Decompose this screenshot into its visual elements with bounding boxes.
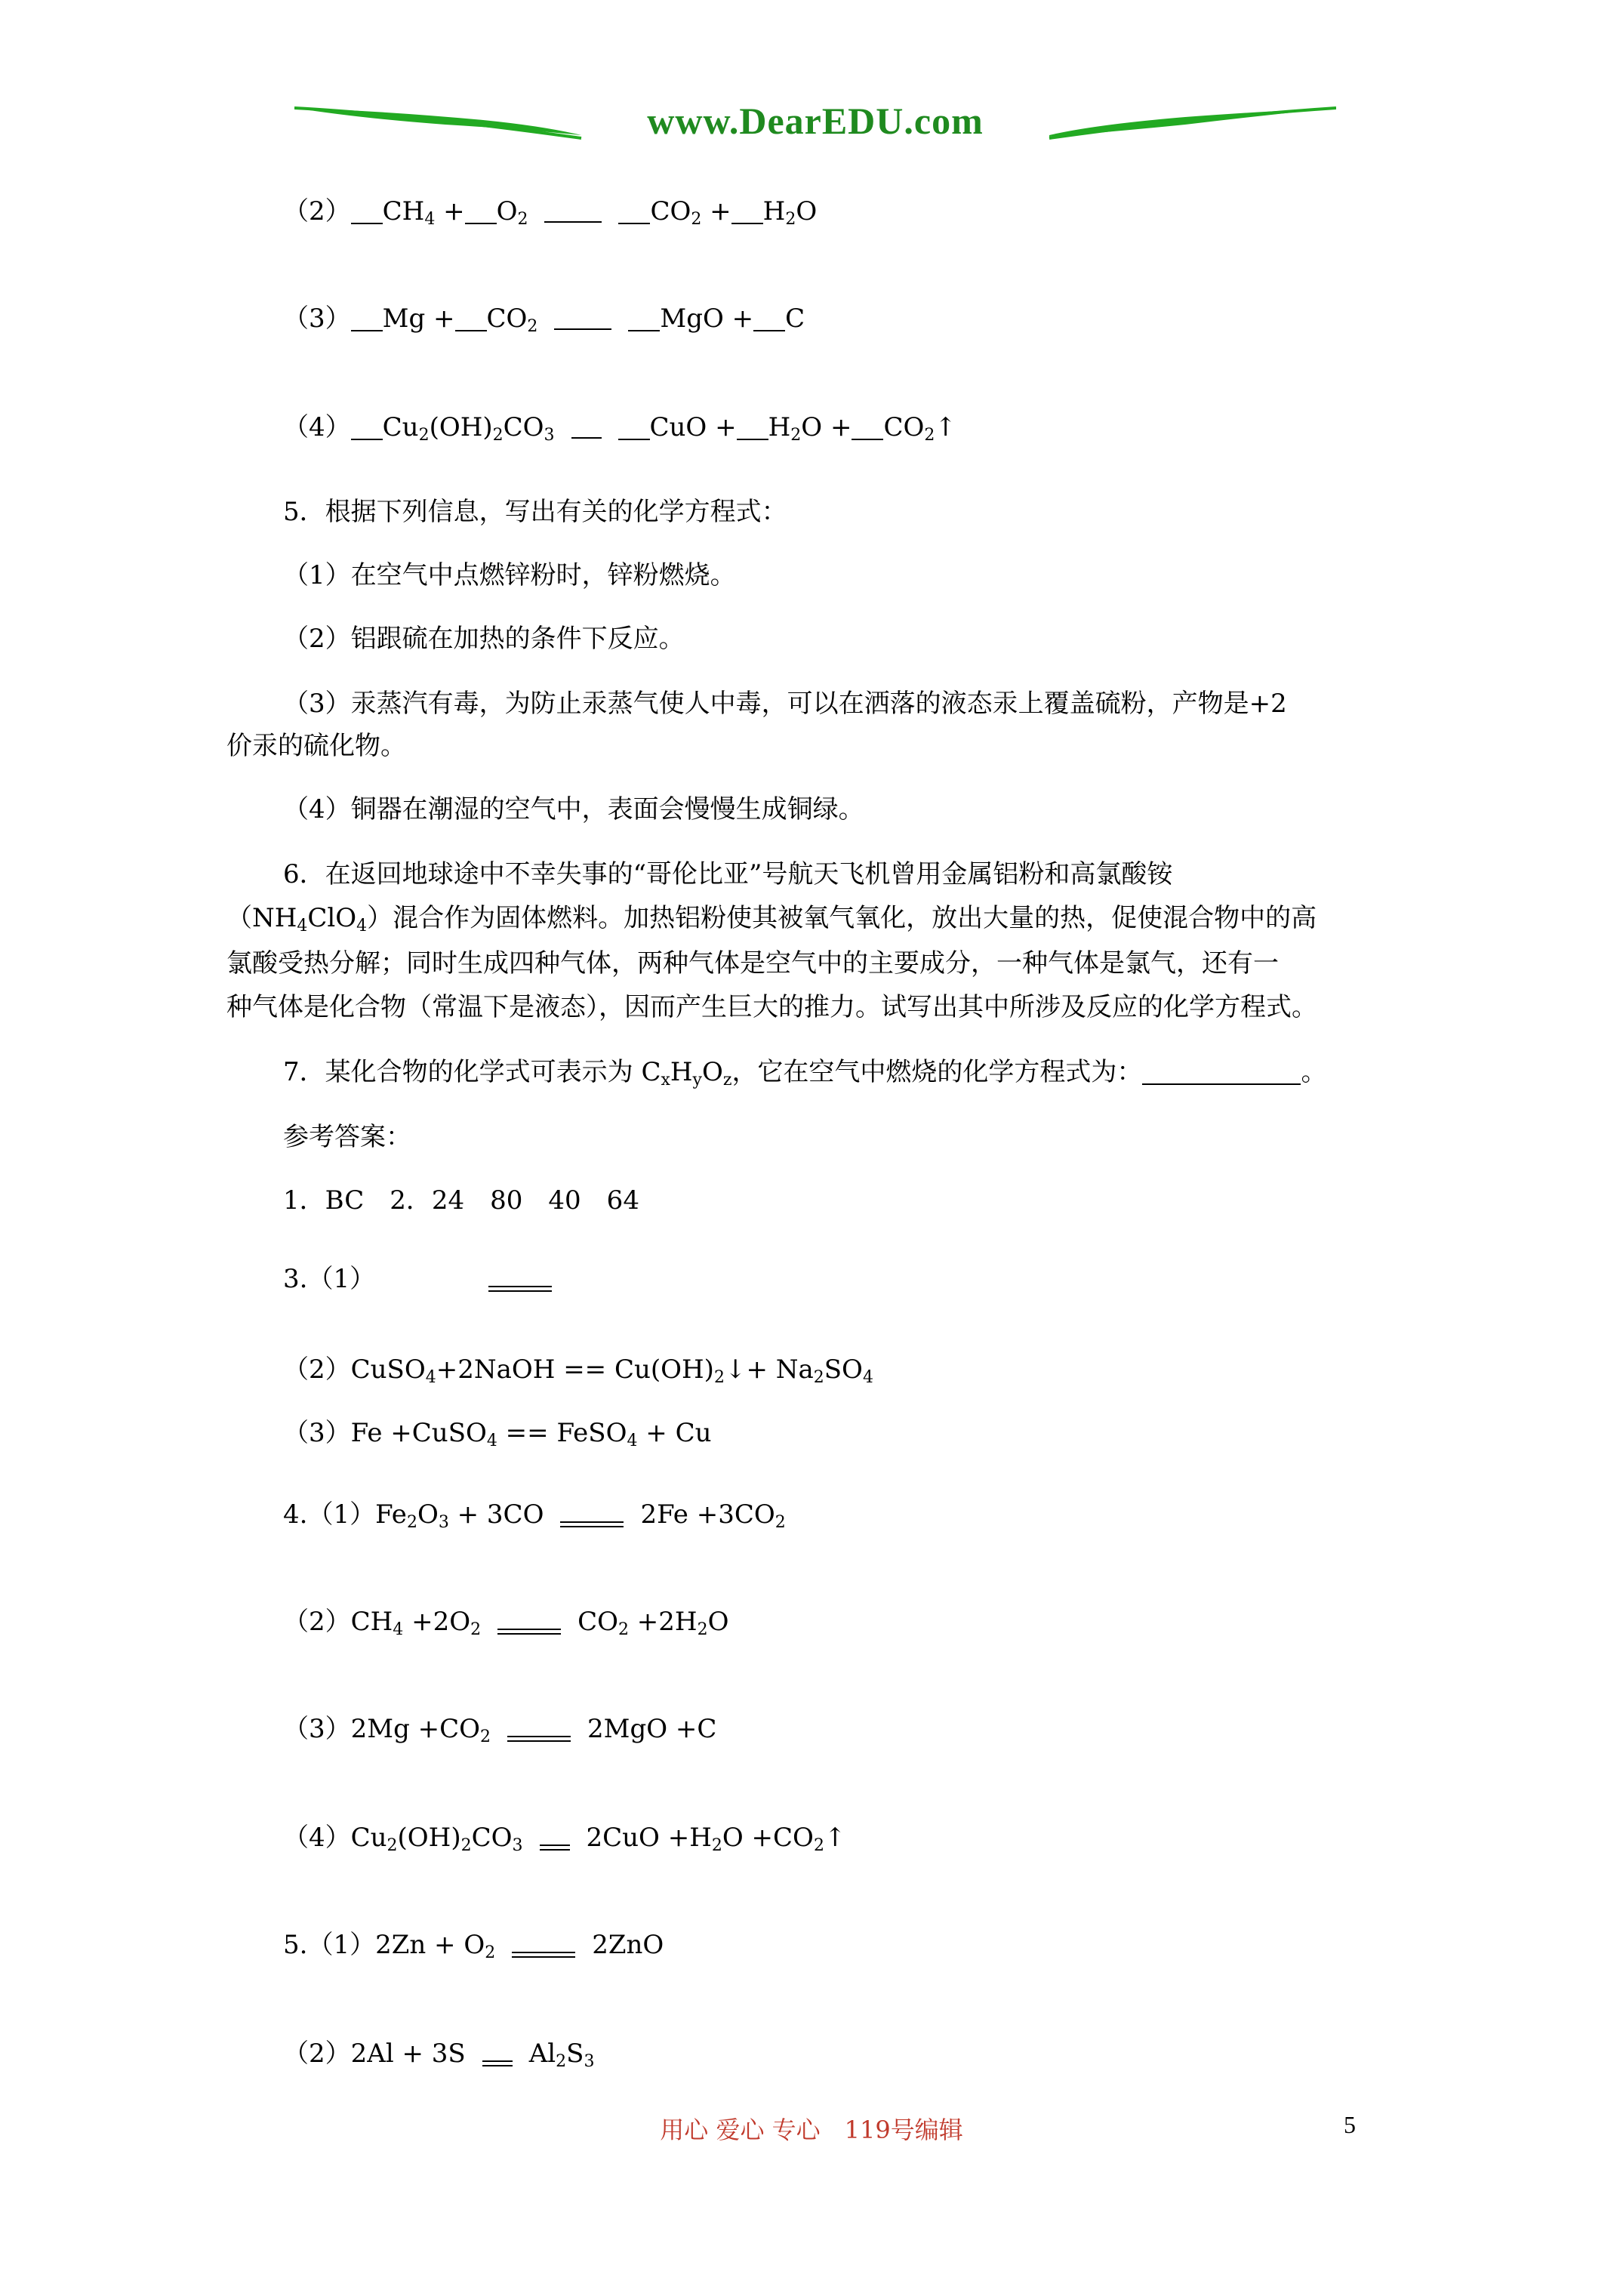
answer-blank bbox=[1142, 1059, 1301, 1085]
answer-3-3: （3）Fe +CuSO$_4$ == FeSO$_4$ + Cu bbox=[283, 1418, 712, 1450]
q4-line-3: （3） $Mg + CO_2$ MgO + C bbox=[283, 304, 805, 336]
q7-line: 7．某化合物的化学式可表示为 $C_xH_yO_z$，它在空气中燃烧的化学方程式为： 。 bbox=[283, 1057, 1327, 1089]
answer-4-4: $(4)Cu_2(OH)_2CO_3$ $2CuO +H_2O$ $+CO_2↑$ bbox=[283, 1823, 846, 1855]
q6-line-2: $(NH_4ClO_4)$混合作为固体燃料。加热铝粉使其被氧气氧化，放出大量的热，促使混合物中的高 bbox=[226, 903, 1317, 935]
page-number: 5 bbox=[1344, 2111, 1356, 2138]
q6-line-4: 种气体是化合物（常温下是液态），因而产生巨大的推力。试写出其中所涉及反应的化学方程式。 bbox=[226, 992, 1317, 1022]
q4-line-4: （4） $Cu_2(OH)_2CO_3$ CuO + $H_2O$ + $CO_2↑$ bbox=[283, 412, 956, 445]
q5-title: 5．根据下列信息，写出有关的化学方程式： bbox=[283, 497, 787, 527]
answer-4-1: $4.(1)Fe_2O_3 + 3CO$ $2Fe +3CO_2$ bbox=[283, 1499, 786, 1532]
q6-line-3: 氯酸受热分解；同时生成四种气体，两种气体是空气中的主要成分，一种气体是氯气，还有一 bbox=[226, 948, 1279, 978]
q6-line-1: 6．在返回地球途中不幸失事的“哥伦比亚”号航天飞机曾用金属铝粉和高氯酸铵 bbox=[283, 859, 1173, 889]
answer-1-2: 1．BC 2．24 80 40 64 bbox=[283, 1185, 639, 1216]
page-footer: 用心 爱心 专心 119号编辑 bbox=[660, 2116, 963, 2144]
q5-item-3a: （3）汞蒸汽有毒，为防止汞蒸气使人中毒，可以在洒落的液态汞上覆盖硫粉，产物是+2 bbox=[283, 689, 1287, 719]
answer-4-2: $(2)CH_4 +2O_2$ $CO_2 +2H_2O$ bbox=[283, 1607, 729, 1639]
answer-3-1: 3.（1） bbox=[283, 1262, 568, 1296]
answer-5-1: $5.(1)2Zn + O_2$ 2ZnO bbox=[283, 1930, 664, 1962]
site-name: www.DearEDU.com bbox=[647, 100, 984, 142]
q5-item-4: （4）铜器在潮湿的空气中，表面会慢慢生成铜绿。 bbox=[283, 794, 864, 824]
answers-title: 参考答案： bbox=[283, 1122, 411, 1152]
page-header bbox=[294, 94, 1336, 155]
q4-line-2: （2） $CH_4 + O_2$ $CO_2 + H_2O$ bbox=[283, 196, 818, 229]
q5-item-3b: 价汞的硫化物。 bbox=[226, 731, 406, 761]
answer-3-2: （2）CuSO$_4$+2NaOH == $Cu(OH)_2↓+ Na_2SO_4$ bbox=[283, 1354, 873, 1387]
answer-5-2: （2）2Al + 3S $Al_2S_3$ bbox=[283, 2039, 595, 2071]
q5-item-2: （2）铝跟硫在加热的条件下反应。 bbox=[283, 624, 685, 654]
q5-item-1: （1）在空气中点燃锌粉时，锌粉燃烧。 bbox=[283, 560, 736, 590]
answer-4-3: $(3)2Mg +CO_2$ 2MgO +C bbox=[283, 1714, 717, 1746]
